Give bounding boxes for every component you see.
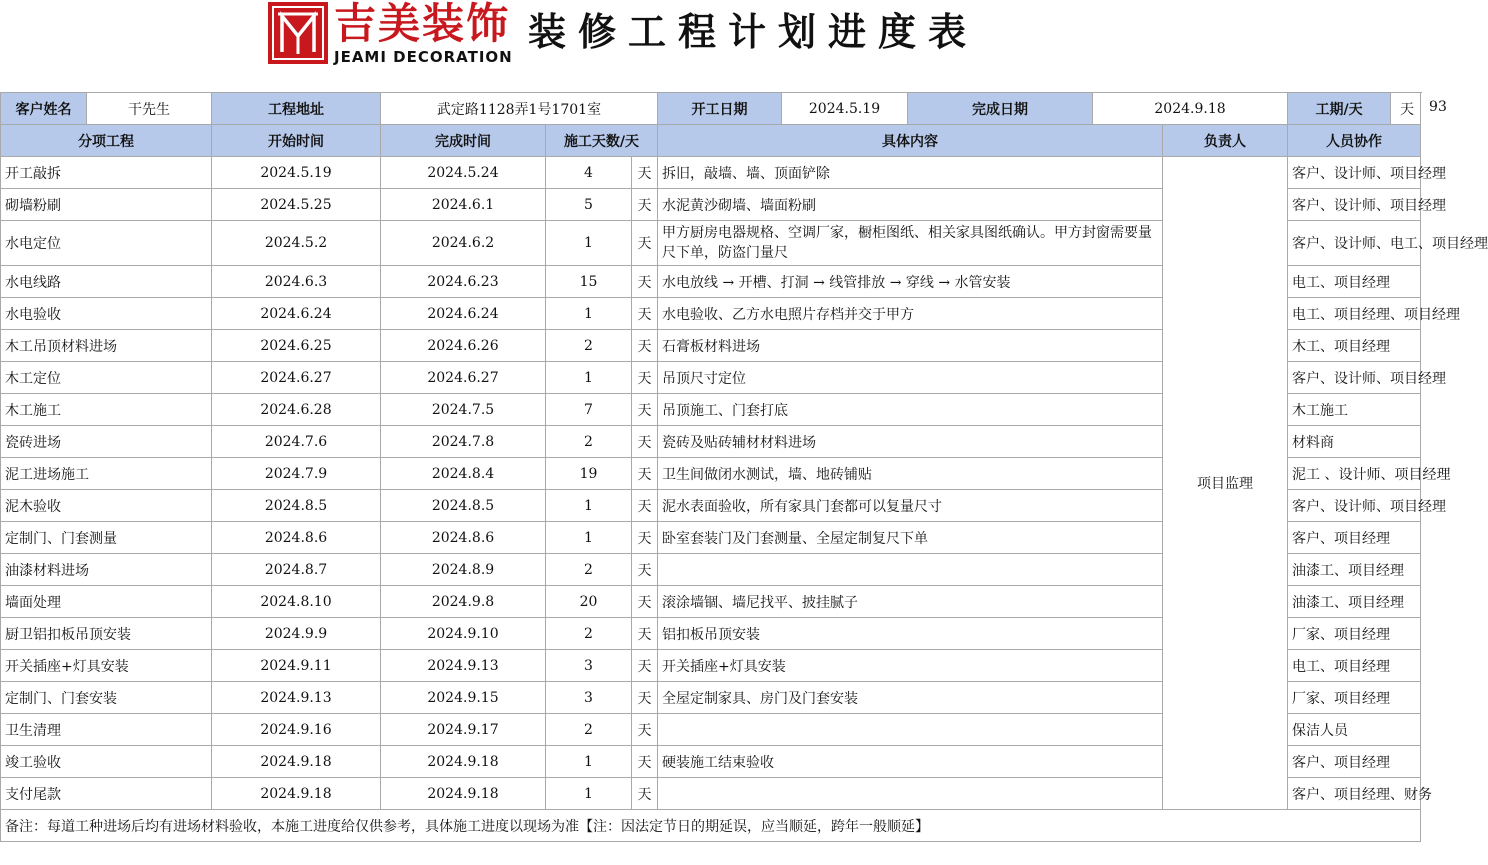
cell-days: 2	[546, 618, 632, 650]
cell-start: 2024.5.19	[212, 157, 381, 189]
cell-start: 2024.7.6	[212, 426, 381, 458]
cell-item: 泥工进场施工	[1, 458, 212, 490]
cell-days: 2	[546, 330, 632, 362]
cell-start: 2024.6.24	[212, 298, 381, 330]
cell-start: 2024.8.6	[212, 522, 381, 554]
cell-end: 2024.6.24	[381, 298, 546, 330]
cell-team: 保洁人员	[1288, 714, 1421, 746]
cell-item: 油漆材料进场	[1, 554, 212, 586]
cell-day-unit: 天	[632, 682, 658, 714]
cell-item: 墙面处理	[1, 586, 212, 618]
cell-team: 客户、项目经理、财务	[1288, 778, 1421, 810]
cell-day-unit: 天	[632, 714, 658, 746]
cell-end: 2024.9.17	[381, 714, 546, 746]
cell-end: 2024.6.27	[381, 362, 546, 394]
cell-day-unit: 天	[632, 778, 658, 810]
cell-start: 2024.9.18	[212, 746, 381, 778]
cell-days: 1	[546, 221, 632, 266]
cell-content: 水电放线 → 开槽、打洞 → 线管排放 → 穿线 → 水管安装	[658, 266, 1163, 298]
brand-name-en: JEAMI DECORATION	[334, 48, 513, 66]
cell-start: 2024.9.11	[212, 650, 381, 682]
cell-day-unit: 天	[632, 618, 658, 650]
cell-item: 木工定位	[1, 362, 212, 394]
brand-name-cn: 吉美装饰	[334, 0, 511, 48]
cell-day-unit: 天	[632, 426, 658, 458]
cell-team: 厂家、项目经理	[1288, 682, 1421, 714]
cell-team: 木工施工	[1288, 394, 1421, 426]
cell-content: 水泥黄沙砌墙、墙面粉刷	[658, 189, 1163, 221]
cell-day-unit: 天	[632, 458, 658, 490]
cell-team: 材料商	[1288, 426, 1421, 458]
cell-end: 2024.6.26	[381, 330, 546, 362]
end-date-label: 完成日期	[908, 93, 1093, 125]
document-header	[0, 0, 1420, 68]
period-number: 93	[1429, 99, 1447, 115]
cell-owner: 项目监理	[1163, 157, 1288, 810]
cell-days: 1	[546, 746, 632, 778]
cell-item: 砌墙粉刷	[1, 189, 212, 221]
cell-end: 2024.8.6	[381, 522, 546, 554]
end-date-value: 2024.9.18	[1093, 93, 1288, 125]
cell-item: 定制门、门套测量	[1, 522, 212, 554]
col-content: 具体内容	[658, 125, 1163, 157]
cell-days: 19	[546, 458, 632, 490]
logo-mark	[268, 2, 328, 64]
cell-days: 2	[546, 426, 632, 458]
cell-end: 2024.8.9	[381, 554, 546, 586]
cell-item: 瓷砖进场	[1, 426, 212, 458]
cell-item: 水电验收	[1, 298, 212, 330]
cell-start: 2024.5.25	[212, 189, 381, 221]
cell-content: 吊顶尺寸定位	[658, 362, 1163, 394]
cell-start: 2024.6.25	[212, 330, 381, 362]
cell-item: 木工施工	[1, 394, 212, 426]
cell-team: 电工、项目经理	[1288, 650, 1421, 682]
cell-start: 2024.6.27	[212, 362, 381, 394]
col-owner: 负责人	[1163, 125, 1288, 157]
cell-team: 客户、设计师、项目经理	[1288, 157, 1421, 189]
cell-start: 2024.9.16	[212, 714, 381, 746]
spacer-row	[0, 68, 1420, 92]
cell-days: 1	[546, 490, 632, 522]
cell-item: 竣工验收	[1, 746, 212, 778]
cell-start: 2024.9.13	[212, 682, 381, 714]
cell-start: 2024.7.9	[212, 458, 381, 490]
cell-item: 开工敲拆	[1, 157, 212, 189]
cell-days: 20	[546, 586, 632, 618]
cell-end: 2024.5.24	[381, 157, 546, 189]
col-team: 人员协作	[1288, 125, 1421, 157]
cell-day-unit: 天	[632, 189, 658, 221]
cell-day-unit: 天	[632, 586, 658, 618]
cell-day-unit: 天	[632, 394, 658, 426]
cell-content: 水电验收、乙方水电照片存档并交于甲方	[658, 298, 1163, 330]
cell-team: 客户、项目经理	[1288, 522, 1421, 554]
cell-content: 全屋定制家具、房门及门套安装	[658, 682, 1163, 714]
cell-team: 客户、项目经理	[1288, 746, 1421, 778]
cell-start: 2024.6.3	[212, 266, 381, 298]
cell-content	[658, 554, 1163, 586]
cell-day-unit: 天	[632, 746, 658, 778]
cell-content: 铝扣板吊顶安装	[658, 618, 1163, 650]
cell-end: 2024.9.13	[381, 650, 546, 682]
cell-end: 2024.9.10	[381, 618, 546, 650]
cell-end: 2024.6.1	[381, 189, 546, 221]
cell-day-unit: 天	[632, 266, 658, 298]
schedule-body	[1, 157, 1488, 810]
cell-content: 卧室套装门及门套测量、全屋定制复尺下单	[658, 522, 1163, 554]
cell-days: 2	[546, 554, 632, 586]
cell-content: 瓷砖及贴砖辅材材料进场	[658, 426, 1163, 458]
page-title: 装修工程计划进度表	[528, 10, 979, 54]
cell-team: 客户、设计师、电工、项目经理	[1288, 221, 1421, 266]
cell-item: 水电线路	[1, 266, 212, 298]
col-days: 施工天数/天	[546, 125, 658, 157]
cell-team: 客户、设计师、项目经理	[1288, 490, 1421, 522]
cell-team: 木工、项目经理	[1288, 330, 1421, 362]
cell-days: 4	[546, 157, 632, 189]
cell-item: 支付尾款	[1, 778, 212, 810]
cell-content: 滚涂墙锢、墙尼找平、披挂腻子	[658, 586, 1163, 618]
cell-team: 客户、设计师、项目经理	[1288, 189, 1421, 221]
cell-start: 2024.9.9	[212, 618, 381, 650]
cell-end: 2024.9.15	[381, 682, 546, 714]
cell-item: 厨卫铝扣板吊顶安装	[1, 618, 212, 650]
cell-end: 2024.8.5	[381, 490, 546, 522]
cell-day-unit: 天	[632, 554, 658, 586]
cell-day-unit: 天	[632, 221, 658, 266]
cell-days: 1	[546, 298, 632, 330]
cell-start: 2024.8.7	[212, 554, 381, 586]
cell-end: 2024.7.8	[381, 426, 546, 458]
cell-end: 2024.9.18	[381, 778, 546, 810]
cell-content: 甲方厨房电器规格、空调厂家，橱柜图纸、相关家具图纸确认。甲方封窗需要量尺下单，防盗门量尺	[658, 221, 1163, 266]
info-row	[1, 93, 1421, 125]
table-row	[1, 157, 1421, 189]
cell-start: 2024.9.18	[212, 778, 381, 810]
col-end: 完成时间	[381, 125, 546, 157]
period-unit: 天	[1400, 102, 1415, 118]
start-date-value: 2024.5.19	[782, 93, 908, 125]
address-label: 工程地址	[212, 93, 381, 125]
cell-team: 电工、项目经理、项目经理	[1288, 298, 1421, 330]
cell-days: 2	[546, 714, 632, 746]
cell-content: 石膏板材料进场	[658, 330, 1163, 362]
start-date-label: 开工日期	[658, 93, 782, 125]
cell-day-unit: 天	[632, 157, 658, 189]
cell-content: 硬装施工结束验收	[658, 746, 1163, 778]
cell-days: 1	[546, 778, 632, 810]
cell-item: 卫生清理	[1, 714, 212, 746]
address-value: 武定路1128弄1号1701室	[381, 93, 658, 125]
cell-end: 2024.9.8	[381, 586, 546, 618]
cell-team: 厂家、项目经理	[1288, 618, 1421, 650]
cell-content: 卫生间做闭水测试，墙、地砖铺贴	[658, 458, 1163, 490]
cell-day-unit: 天	[632, 362, 658, 394]
col-item: 分项工程	[1, 125, 212, 157]
customer-label: 客户姓名	[1, 93, 87, 125]
cell-item: 木工吊顶材料进场	[1, 330, 212, 362]
column-header-row	[1, 125, 1421, 157]
cell-end: 2024.8.4	[381, 458, 546, 490]
cell-end: 2024.9.18	[381, 746, 546, 778]
cell-days: 3	[546, 650, 632, 682]
cell-team: 电工、项目经理	[1288, 266, 1421, 298]
cell-day-unit: 天	[632, 298, 658, 330]
cell-day-unit: 天	[632, 650, 658, 682]
cell-days: 1	[546, 362, 632, 394]
cell-content: 拆旧，敲墙、墙、顶面铲除	[658, 157, 1163, 189]
schedule-table	[0, 92, 1488, 842]
cell-start: 2024.8.5	[212, 490, 381, 522]
cell-item: 泥木验收	[1, 490, 212, 522]
cell-end: 2024.6.2	[381, 221, 546, 266]
col-start: 开始时间	[212, 125, 381, 157]
cell-days: 5	[546, 189, 632, 221]
cell-item: 开关插座+灯具安装	[1, 650, 212, 682]
cell-start: 2024.8.10	[212, 586, 381, 618]
note-text: 备注：每道工种进场后均有进场材料验收，本施工进度给仅供参考，具体施工进度以现场为准【注：因法定节日的期延误，应当顺延，跨年一般顺延】	[1, 810, 1421, 842]
cell-content: 开关插座+灯具安装	[658, 650, 1163, 682]
cell-days: 15	[546, 266, 632, 298]
cell-start: 2024.6.28	[212, 394, 381, 426]
cell-days: 7	[546, 394, 632, 426]
note-row	[1, 810, 1421, 842]
cell-content	[658, 778, 1163, 810]
cell-day-unit: 天	[632, 330, 658, 362]
cell-item: 水电定位	[1, 221, 212, 266]
cell-content: 泥水表面验收，所有家具门套都可以复量尺寸	[658, 490, 1163, 522]
cell-days: 1	[546, 522, 632, 554]
cell-team: 客户、设计师、项目经理	[1288, 362, 1421, 394]
cell-content: 吊顶施工、门套打底	[658, 394, 1163, 426]
cell-team: 油漆工、项目经理	[1288, 554, 1421, 586]
cell-day-unit: 天	[632, 490, 658, 522]
customer-value: 干先生	[87, 93, 212, 125]
period-label: 工期/天	[1288, 93, 1391, 125]
cell-days: 3	[546, 682, 632, 714]
cell-content	[658, 714, 1163, 746]
cell-team: 泥工 、设计师、项目经理	[1288, 458, 1421, 490]
cell-team: 油漆工、项目经理	[1288, 586, 1421, 618]
cell-end: 2024.6.23	[381, 266, 546, 298]
cell-day-unit: 天	[632, 522, 658, 554]
period-value	[1391, 93, 1447, 125]
cell-start: 2024.5.2	[212, 221, 381, 266]
cell-end: 2024.7.5	[381, 394, 546, 426]
cell-item: 定制门、门套安装	[1, 682, 212, 714]
